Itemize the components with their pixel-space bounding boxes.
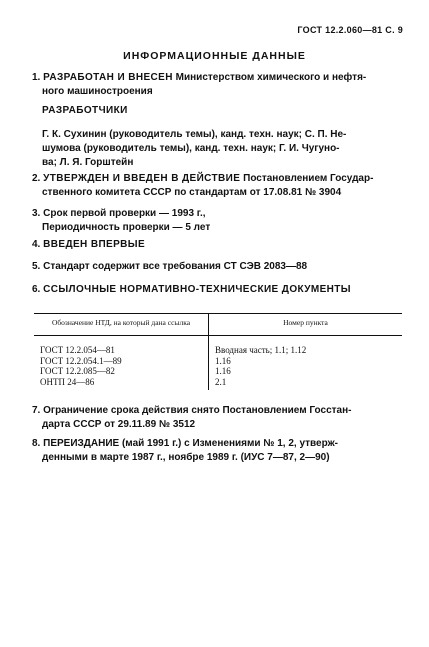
- item-1-number: 1.: [32, 72, 41, 83]
- developers-line: Г. К. Сухинин (руководитель темы), канд. техн. наук; С. П. Не-: [42, 129, 347, 140]
- table-row: [34, 336, 402, 391]
- item-2-text: Постановлением Государ-: [243, 173, 374, 184]
- item-4-number: 4.: [32, 239, 41, 250]
- item-6: [32, 283, 407, 297]
- item-1-lead: РАЗРАБОТАН И ВНЕСЕН: [43, 72, 173, 83]
- point-cell: [209, 336, 403, 391]
- item-6-text: ССЫЛОЧНЫЕ НОРМАТИВНО-ТЕХНИЧЕСКИЕ ДОКУМЕНТЫ: [43, 284, 351, 295]
- item-8-text: ПЕРЕИЗДАНИЕ (май 1991 г.) с Изменениями № 1, 2, утверж-: [43, 438, 339, 449]
- col-header-document: Обозначение НТД, на который дана ссылка: [34, 314, 209, 336]
- item-5: [32, 260, 407, 274]
- item-4: [32, 238, 407, 252]
- point-ref: 1.16: [215, 355, 231, 366]
- item-4-text: ВВЕДЕН ВПЕРВЫЕ: [43, 239, 146, 250]
- item-2-text-cont: ственного комитета СССР по стандартам от 17.08.81 № 3904: [42, 187, 342, 198]
- item-3-text: Срок первой проверки — 1993 г.,: [43, 208, 206, 219]
- item-3-text-cont: Периодичность проверки — 5 лет: [42, 222, 211, 233]
- document-cell: [34, 336, 209, 391]
- developers-line: ва; Л. Я. Горштейн: [42, 157, 134, 168]
- document-ref: ГОСТ 12.2.054.1—89: [40, 355, 122, 366]
- point-ref: 2.1: [215, 376, 227, 387]
- point-ref: 1.16: [215, 366, 231, 376]
- col-header-point: Номер пункта: [283, 318, 328, 327]
- item-8: [32, 437, 407, 465]
- item-7: [32, 404, 407, 432]
- item-1-text: Министерством химического и нефтя-: [175, 72, 367, 83]
- item-7-number: 7.: [32, 405, 41, 416]
- references-table: [34, 313, 402, 390]
- document-ref: ГОСТ 12.2.054—81: [40, 345, 115, 355]
- item-6-number: 6.: [32, 284, 41, 295]
- item-1: [32, 71, 407, 99]
- developers-list: [42, 128, 402, 170]
- developers-heading: [42, 104, 402, 118]
- document-ref: ГОСТ 12.2.085—82: [40, 366, 115, 376]
- item-2: [32, 172, 407, 200]
- item-3-number: 3.: [32, 208, 41, 219]
- section-title: ИНФОРМАЦИОННЫЕ ДАННЫЕ: [123, 50, 306, 62]
- item-2-number: 2.: [32, 173, 41, 184]
- item-7-text: Ограничение срока действия снято Постановлением Госстан-: [43, 405, 352, 416]
- developers-heading-text: РАЗРАБОТЧИКИ: [42, 105, 128, 116]
- page-header: ГОСТ 12.2.060—81 С. 9: [297, 25, 403, 35]
- item-5-number: 5.: [32, 261, 41, 272]
- document-ref: ОНТП 24—86: [40, 376, 95, 387]
- item-8-number: 8.: [32, 438, 41, 449]
- item-7-text-cont: дарта СССР от 29.11.89 № 3512: [42, 419, 196, 430]
- item-8-text-cont: денными в марте 1987 г., ноябре 1989 г. (ИУС 7—87, 2—90): [42, 452, 330, 463]
- table-header-row: [34, 314, 402, 336]
- item-3: [32, 207, 407, 235]
- item-2-lead: УТВЕРЖДЕН И ВВЕДЕН В ДЕЙСТВИЕ: [43, 173, 241, 184]
- developers-line: шумова (руководитель темы), канд. техн. наук; Г. И. Чугуно-: [42, 143, 340, 154]
- item-5-text: Стандарт содержит все требования СТ СЭВ 2083—88: [43, 261, 308, 272]
- point-ref: Вводная часть; 1.1; 1.12: [215, 345, 307, 355]
- item-1-text-cont: ного машиностроения: [42, 86, 153, 97]
